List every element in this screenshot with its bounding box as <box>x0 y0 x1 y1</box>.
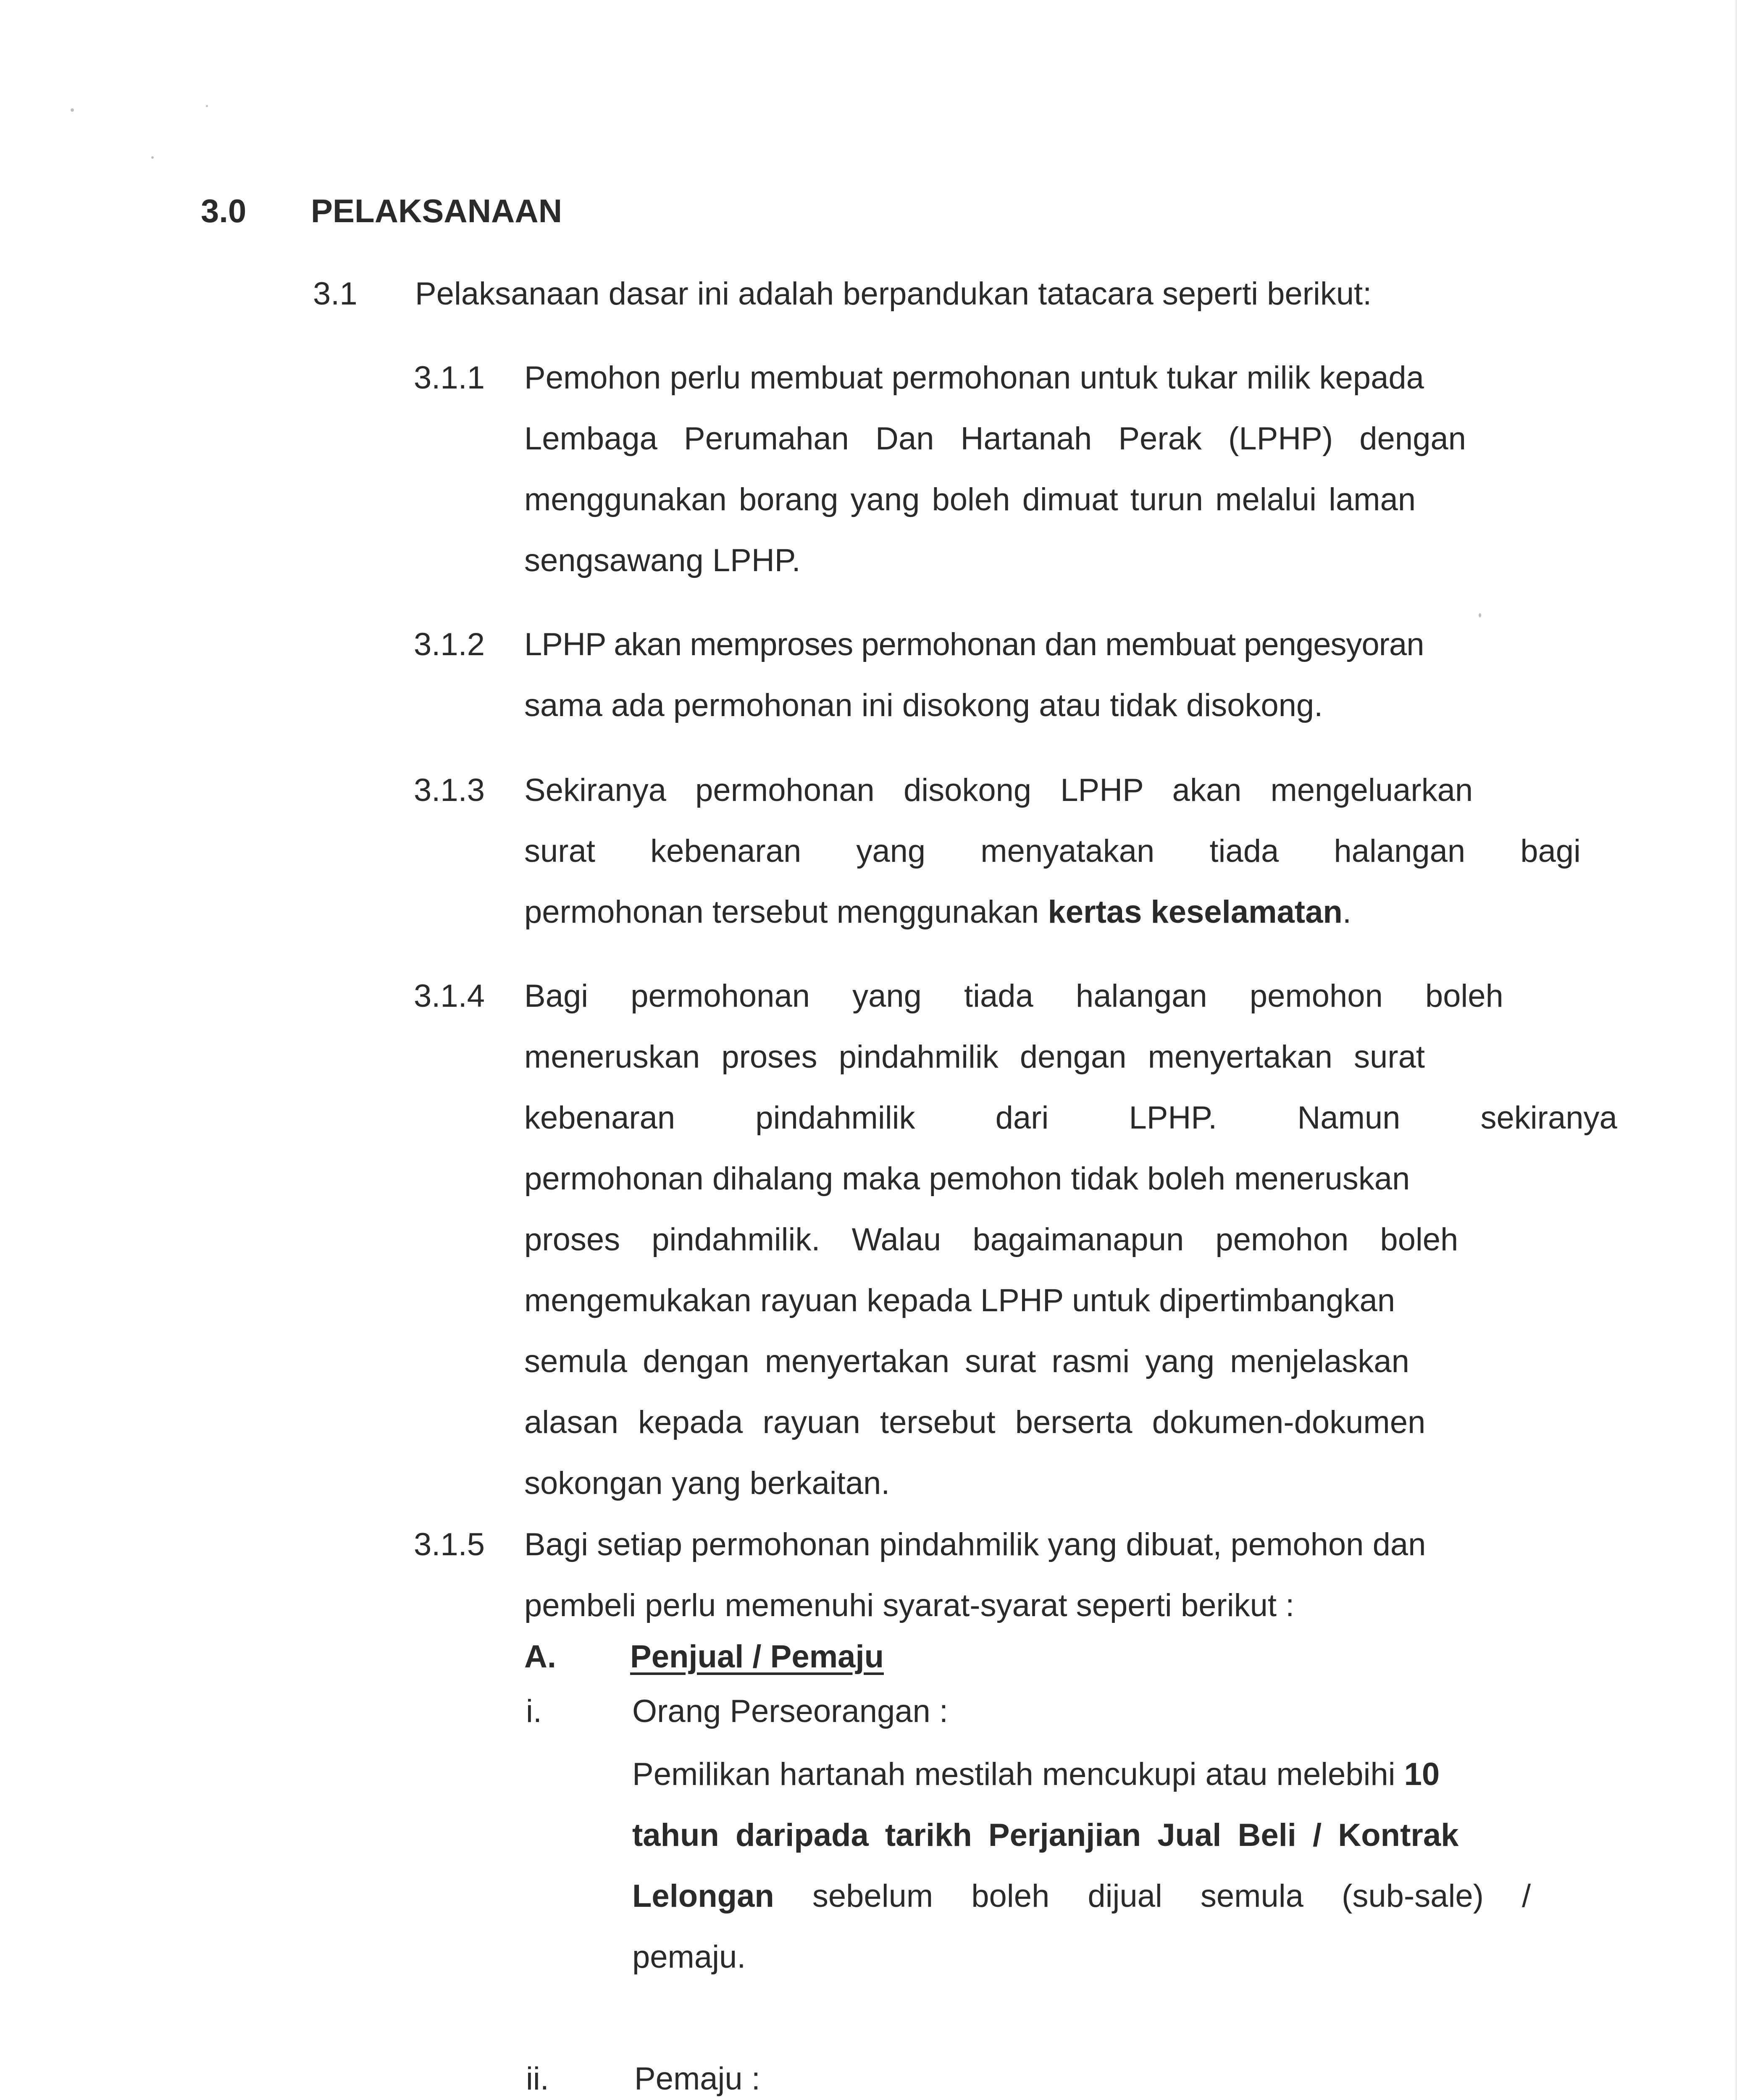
scan-edge-shadow <box>1734 0 1737 2100</box>
line-text: sebelum boleh dijual semula (sub-sale) / <box>774 1878 1531 1914</box>
item-line: sokongan yang berkaitan. <box>524 1465 890 1501</box>
item-line: proses pindahmilik. Walau bagaimanapun pemohon boleh <box>524 1222 1458 1257</box>
sub-heading-ii: Pemaju : <box>634 2061 760 2097</box>
item-line: semula dengan menyertakan surat rasmi yang menjelaskan <box>524 1344 1409 1379</box>
sub-heading-i: Orang Perseorangan : <box>632 1693 949 1729</box>
item-number: 3.1.3 <box>414 772 485 808</box>
item-line: alasan kepada rayuan tersebut berserta dokumen-dokumen <box>524 1404 1426 1440</box>
item-line: LPHP akan memproses permohonan dan membuat pengesyoran <box>524 627 1424 662</box>
line-text: . <box>1342 894 1351 930</box>
scan-speck <box>1479 613 1481 617</box>
sub-label-ii: ii. <box>526 2061 549 2097</box>
sub-heading-a: Penjual / Pemaju <box>630 1639 884 1675</box>
subsection-number: 3.1 <box>313 276 357 312</box>
bold-term: 10 <box>1404 1756 1440 1792</box>
item-line: Bagi permohonan yang tiada halangan pemohon boleh <box>524 978 1503 1014</box>
item-line: Bagi setiap permohonan pindahmilik yang dibuat, pemohon dan <box>524 1527 1426 1562</box>
line-text: Pemilikan hartanah mestilah mencukupi atau melebihi <box>632 1756 1404 1792</box>
item-line: meneruskan proses pindahmilik dengan menyertakan surat <box>524 1039 1425 1075</box>
section-title: PELAKSANAAN <box>311 192 562 229</box>
sub-label-i: i. <box>526 1693 542 1729</box>
item-line: pembeli perlu memenuhi syarat-syarat seperti berikut : <box>524 1588 1295 1623</box>
item-line: Sekiranya permohonan disokong LPHP akan mengeluarkan <box>524 772 1473 808</box>
line-text: Pemohon perlu membuat permohonan untuk tukar milik kepada <box>524 360 1424 396</box>
item-line: menggunakan borang yang boleh dimuat turun melalui laman <box>524 482 1416 517</box>
scan-speck <box>71 108 74 112</box>
item-line: sengsawang LPHP. <box>524 543 801 578</box>
item-line: permohonan dihalang maka pemohon tidak boleh meneruskan <box>524 1161 1410 1197</box>
line-text: permohonan tersebut menggunakan <box>524 894 1048 930</box>
sub-i-line <box>632 1875 1531 1917</box>
sub-i-line: pemaju. <box>632 1939 746 1975</box>
item-line: sama ada permohonan ini disokong atau tidak disokong. <box>524 688 1323 723</box>
scan-speck <box>206 105 208 107</box>
bold-term: Lelongan <box>632 1878 774 1914</box>
item-line: surat kebenaran yang menyatakan tiada halangan bagi <box>524 833 1581 869</box>
item-line: kebenaran pindahmilik dari LPHP. Namun sekiranya <box>524 1100 1617 1136</box>
item-number: 3.1.2 <box>414 627 485 662</box>
subsection-text: Pelaksanaan dasar ini adalah berpandukan tatacara seperti berikut: <box>415 276 1372 312</box>
item-line <box>524 891 1351 933</box>
item-number: 3.1.1 <box>414 360 485 396</box>
sub-i-line: tahun daripada tarikh Perjanjian Jual Beli / Kontrak <box>632 1817 1459 1853</box>
item-line: mengemukakan rayuan kepada LPHP untuk dipertimbangkan <box>524 1283 1395 1318</box>
bold-term: kertas keselamatan <box>1048 894 1343 930</box>
item-number: 3.1.4 <box>414 978 485 1014</box>
item-line <box>524 357 1547 399</box>
item-line: Lembaga Perumahan Dan Hartanah Perak (LPHP) dengan <box>524 421 1466 457</box>
section-number: 3.0 <box>201 192 247 229</box>
scan-speck <box>151 156 154 159</box>
item-number: 3.1.5 <box>414 1527 485 1562</box>
sub-i-line <box>632 1754 1440 1796</box>
sub-label-a: A. <box>524 1639 556 1675</box>
